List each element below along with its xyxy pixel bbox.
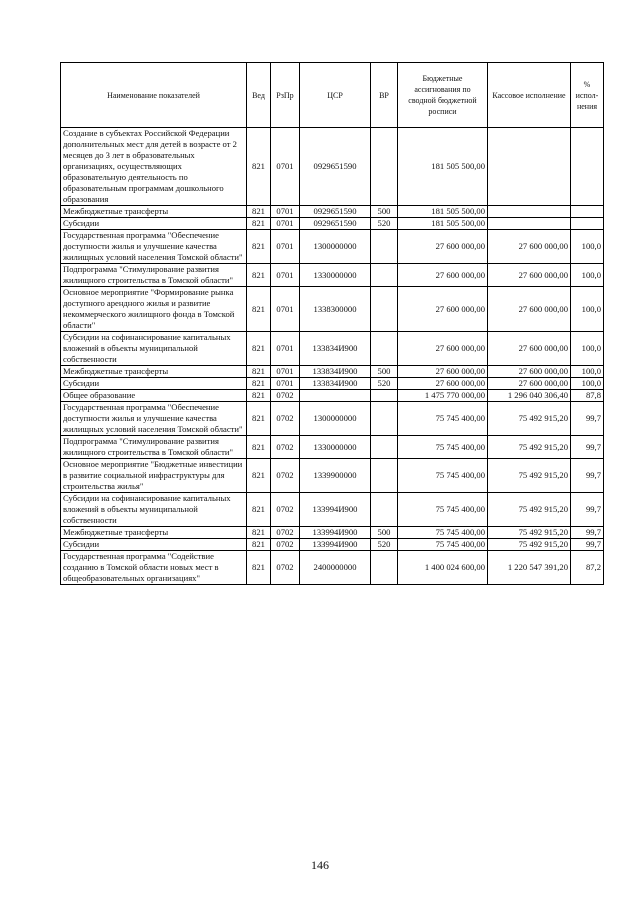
cell-cash-execution: 75 492 915,20 [488, 493, 571, 527]
cell-execution-percent [571, 218, 604, 230]
cell-indicator-name: Государственная программа "Обеспечение доступности жилья и улучшение качества жилищных условий населения Томской области" [61, 230, 247, 264]
cell-indicator-name: Государственная программа "Содействие созданию в Томской области новых мест в общеобразовательных организациях" [61, 551, 247, 585]
cell-ved: 821 [247, 218, 271, 230]
cell-cash-execution: 75 492 915,20 [488, 459, 571, 493]
header-assignments: Бюджетные ассигнования по сводной бюджетной росписи [398, 63, 488, 128]
header-cash-execution: Кассовое исполнение [488, 63, 571, 128]
cell-rzpr: 0702 [271, 459, 300, 493]
cell-indicator-name: Государственная программа "Обеспечение доступности жилья и улучшение качества жилищных условий населения Томской области" [61, 402, 247, 436]
cell-vr [371, 493, 398, 527]
cell-csr: 1330000000 [300, 264, 371, 287]
budget-execution-table [60, 62, 604, 585]
cell-cash-execution [488, 128, 571, 206]
table-row [61, 218, 604, 230]
header-vr: ВР [371, 63, 398, 128]
table-row [61, 551, 604, 585]
cell-cash-execution: 27 600 000,00 [488, 378, 571, 390]
cell-indicator-name: Общее образование [61, 390, 247, 402]
cell-csr: 133834И900 [300, 332, 371, 366]
cell-csr: 133834И900 [300, 378, 371, 390]
cell-csr: 133994И900 [300, 539, 371, 551]
cell-cash-execution [488, 206, 571, 218]
cell-execution-percent: 87,8 [571, 390, 604, 402]
cell-csr: 1330000000 [300, 436, 371, 459]
cell-rzpr: 0702 [271, 493, 300, 527]
cell-ved: 821 [247, 551, 271, 585]
cell-csr: 0929651590 [300, 218, 371, 230]
cell-vr [371, 390, 398, 402]
cell-csr [300, 390, 371, 402]
header-ved: Вед [247, 63, 271, 128]
cell-vr: 500 [371, 366, 398, 378]
header-row [61, 63, 604, 128]
cell-rzpr: 0701 [271, 332, 300, 366]
cell-ved: 821 [247, 459, 271, 493]
cell-assignments: 27 600 000,00 [398, 366, 488, 378]
cell-execution-percent: 99,7 [571, 402, 604, 436]
cell-indicator-name: Основное мероприятие "Формирование рынка доступного арендного жилья и развитие некоммерческого жилищного фонда в Томской области" [61, 287, 247, 332]
header-name: Наименование показателей [61, 63, 247, 128]
cell-cash-execution: 1 220 547 391,20 [488, 551, 571, 585]
table-row [61, 402, 604, 436]
table-row [61, 230, 604, 264]
table-row [61, 527, 604, 539]
cell-vr [371, 332, 398, 366]
table-row [61, 539, 604, 551]
cell-execution-percent: 100,0 [571, 287, 604, 332]
cell-rzpr: 0702 [271, 390, 300, 402]
cell-csr: 0929651590 [300, 206, 371, 218]
cell-assignments: 181 505 500,00 [398, 218, 488, 230]
cell-cash-execution: 27 600 000,00 [488, 332, 571, 366]
cell-execution-percent: 100,0 [571, 366, 604, 378]
cell-execution-percent: 87,2 [571, 551, 604, 585]
table-row [61, 493, 604, 527]
table-row [61, 206, 604, 218]
cell-csr: 2400000000 [300, 551, 371, 585]
cell-indicator-name: Основное мероприятие "Бюджетные инвестиции в развитие социальной инфраструктуры для строительства жилья" [61, 459, 247, 493]
cell-cash-execution: 27 600 000,00 [488, 287, 571, 332]
cell-assignments: 27 600 000,00 [398, 287, 488, 332]
cell-assignments: 1 475 770 000,00 [398, 390, 488, 402]
cell-rzpr: 0701 [271, 230, 300, 264]
cell-cash-execution: 1 296 040 306,40 [488, 390, 571, 402]
cell-ved: 821 [247, 366, 271, 378]
cell-indicator-name: Субсидии [61, 378, 247, 390]
cell-cash-execution: 75 492 915,20 [488, 539, 571, 551]
cell-execution-percent: 100,0 [571, 264, 604, 287]
cell-csr: 1300000000 [300, 230, 371, 264]
header-csr: ЦСР [300, 63, 371, 128]
cell-csr: 1300000000 [300, 402, 371, 436]
cell-vr [371, 459, 398, 493]
cell-assignments: 27 600 000,00 [398, 332, 488, 366]
table-header [61, 63, 604, 128]
cell-execution-percent: 99,7 [571, 436, 604, 459]
cell-indicator-name: Субсидии [61, 218, 247, 230]
cell-csr: 133834И900 [300, 366, 371, 378]
cell-rzpr: 0702 [271, 527, 300, 539]
header-rzpr: РзПр [271, 63, 300, 128]
page-number: 146 [311, 858, 329, 872]
cell-indicator-name: Подпрограмма "Стимулирование развития жилищного строительства в Томской области" [61, 264, 247, 287]
cell-csr: 133994И900 [300, 527, 371, 539]
cell-indicator-name: Подпрограмма "Стимулирование развития жилищного строительства в Томской области" [61, 436, 247, 459]
cell-cash-execution: 75 492 915,20 [488, 527, 571, 539]
cell-vr [371, 230, 398, 264]
table-row [61, 436, 604, 459]
cell-csr: 133994И900 [300, 493, 371, 527]
cell-indicator-name: Субсидии на софинансирование капитальных вложений в объекты муниципальной собственности [61, 493, 247, 527]
cell-assignments: 75 745 400,00 [398, 539, 488, 551]
cell-indicator-name: Субсидии [61, 539, 247, 551]
cell-ved: 821 [247, 390, 271, 402]
cell-assignments: 27 600 000,00 [398, 230, 488, 264]
cell-csr: 1338300000 [300, 287, 371, 332]
cell-assignments: 181 505 500,00 [398, 128, 488, 206]
cell-vr [371, 551, 398, 585]
cell-rzpr: 0702 [271, 402, 300, 436]
cell-ved: 821 [247, 128, 271, 206]
cell-rzpr: 0702 [271, 539, 300, 551]
cell-execution-percent: 99,7 [571, 459, 604, 493]
cell-ved: 821 [247, 436, 271, 459]
cell-vr: 500 [371, 206, 398, 218]
cell-indicator-name: Межбюджетные трансферты [61, 366, 247, 378]
cell-execution-percent: 100,0 [571, 378, 604, 390]
cell-execution-percent [571, 206, 604, 218]
cell-indicator-name: Субсидии на софинансирование капитальных вложений в объекты муниципальной собственности [61, 332, 247, 366]
cell-ved: 821 [247, 402, 271, 436]
cell-ved: 821 [247, 539, 271, 551]
table-row [61, 378, 604, 390]
cell-vr: 520 [371, 539, 398, 551]
cell-indicator-name: Межбюджетные трансферты [61, 527, 247, 539]
cell-execution-percent: 99,7 [571, 493, 604, 527]
cell-rzpr: 0701 [271, 128, 300, 206]
cell-rzpr: 0701 [271, 218, 300, 230]
cell-assignments: 1 400 024 600,00 [398, 551, 488, 585]
cell-rzpr: 0702 [271, 551, 300, 585]
cell-ved: 821 [247, 264, 271, 287]
cell-cash-execution: 27 600 000,00 [488, 366, 571, 378]
cell-execution-percent: 100,0 [571, 230, 604, 264]
table-row [61, 287, 604, 332]
cell-vr: 520 [371, 378, 398, 390]
cell-rzpr: 0701 [271, 366, 300, 378]
cell-assignments: 27 600 000,00 [398, 378, 488, 390]
cell-execution-percent: 99,7 [571, 527, 604, 539]
cell-rzpr: 0702 [271, 436, 300, 459]
cell-execution-percent: 99,7 [571, 539, 604, 551]
cell-assignments: 75 745 400,00 [398, 459, 488, 493]
cell-csr: 0929651590 [300, 128, 371, 206]
header-execution-percent: % испол-нения [571, 63, 604, 128]
cell-assignments: 75 745 400,00 [398, 527, 488, 539]
cell-vr: 520 [371, 218, 398, 230]
table-row [61, 128, 604, 206]
cell-rzpr: 0701 [271, 264, 300, 287]
cell-cash-execution [488, 218, 571, 230]
cell-vr [371, 128, 398, 206]
table-row [61, 390, 604, 402]
cell-assignments: 75 745 400,00 [398, 493, 488, 527]
cell-ved: 821 [247, 493, 271, 527]
cell-assignments: 75 745 400,00 [398, 436, 488, 459]
cell-indicator-name: Создание в субъектах Российской Федерации дополнительных мест для детей в возрасте от 2 месяцев до 3 лет в образовательных организациях, осуществляющих образовательную деятельность по образовательным программам дошкольного образования [61, 128, 247, 206]
cell-csr: 1339900000 [300, 459, 371, 493]
cell-assignments: 27 600 000,00 [398, 264, 488, 287]
table-row [61, 459, 604, 493]
cell-ved: 821 [247, 378, 271, 390]
cell-ved: 821 [247, 332, 271, 366]
cell-rzpr: 0701 [271, 287, 300, 332]
cell-cash-execution: 75 492 915,20 [488, 402, 571, 436]
cell-ved: 821 [247, 287, 271, 332]
table-row [61, 264, 604, 287]
cell-rzpr: 0701 [271, 206, 300, 218]
cell-indicator-name: Межбюджетные трансферты [61, 206, 247, 218]
cell-vr [371, 264, 398, 287]
cell-cash-execution: 27 600 000,00 [488, 264, 571, 287]
cell-vr [371, 287, 398, 332]
cell-execution-percent [571, 128, 604, 206]
cell-vr [371, 402, 398, 436]
cell-rzpr: 0701 [271, 378, 300, 390]
table-row [61, 366, 604, 378]
cell-cash-execution: 27 600 000,00 [488, 230, 571, 264]
cell-vr [371, 436, 398, 459]
cell-execution-percent: 100,0 [571, 332, 604, 366]
cell-cash-execution: 75 492 915,20 [488, 436, 571, 459]
cell-ved: 821 [247, 527, 271, 539]
cell-assignments: 75 745 400,00 [398, 402, 488, 436]
cell-vr: 500 [371, 527, 398, 539]
cell-ved: 821 [247, 230, 271, 264]
cell-ved: 821 [247, 206, 271, 218]
table-row [61, 332, 604, 366]
table-body [61, 128, 604, 585]
cell-assignments: 181 505 500,00 [398, 206, 488, 218]
